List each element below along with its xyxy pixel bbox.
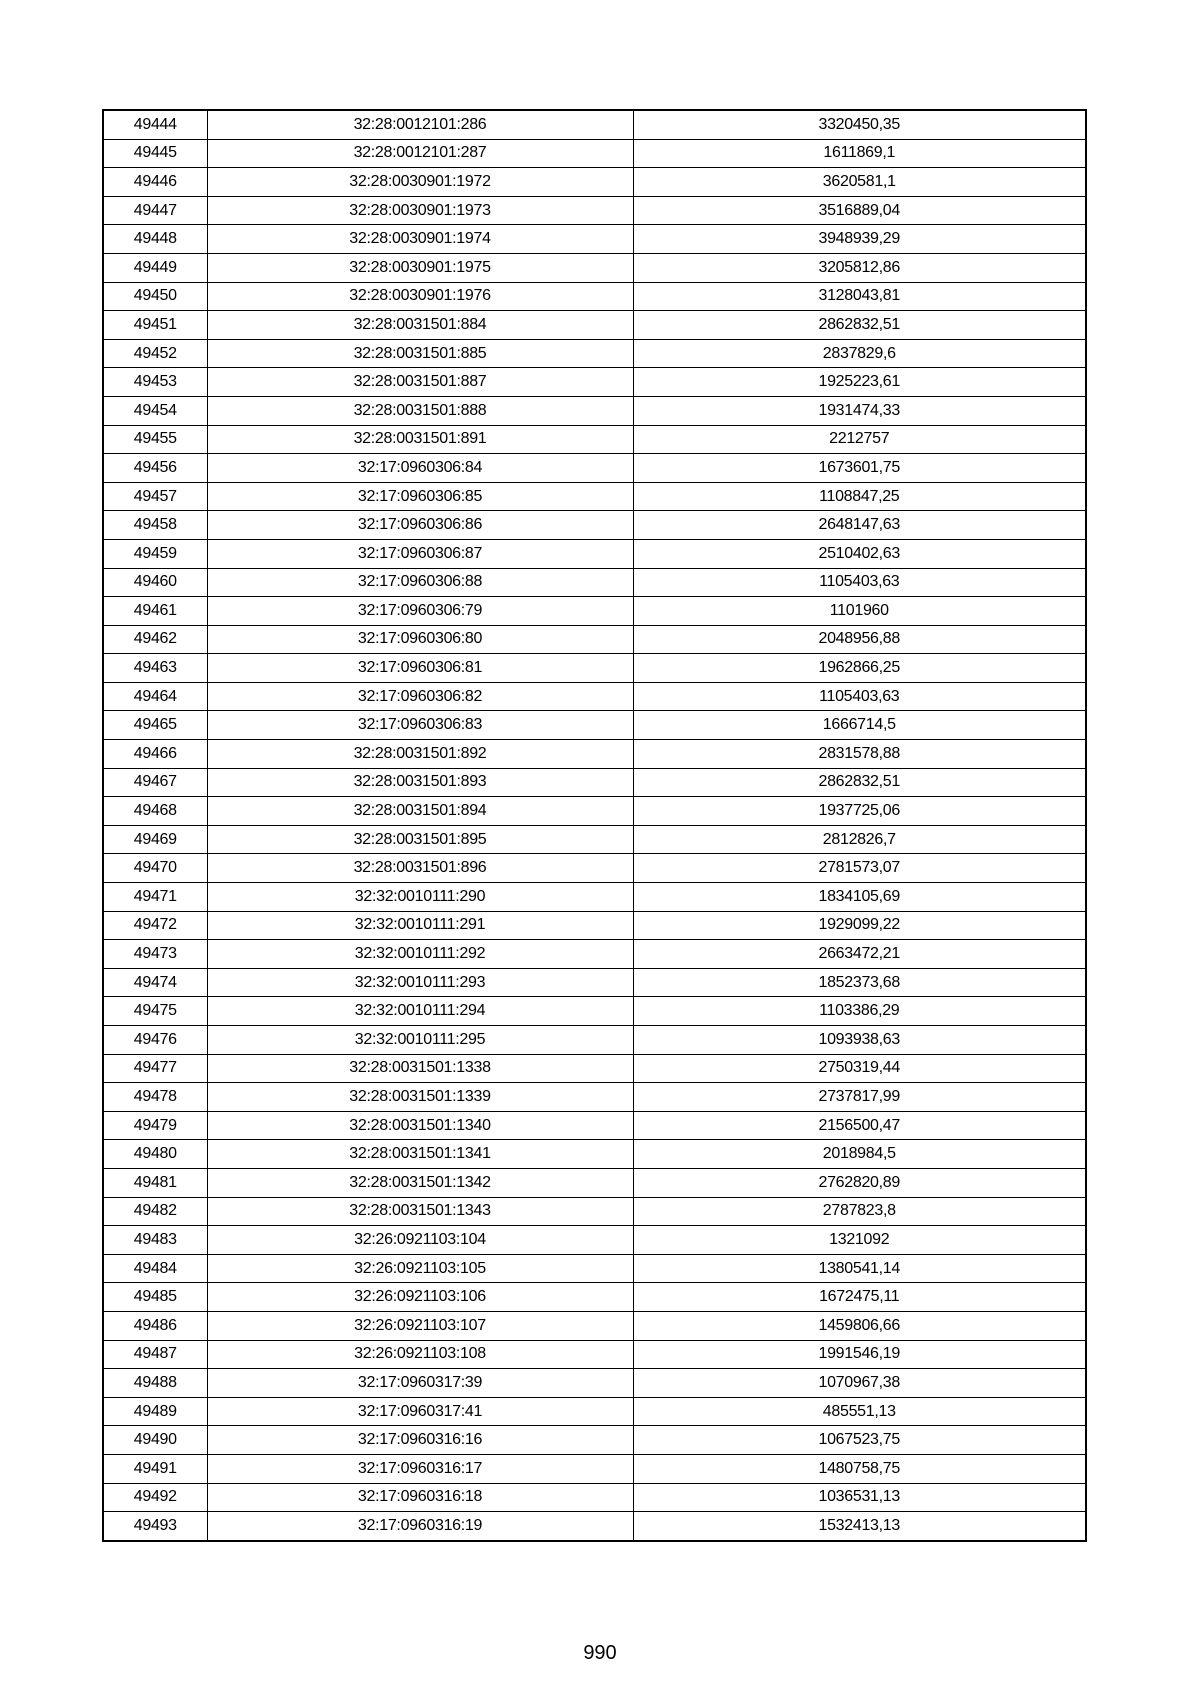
table-row — [103, 711, 1086, 740]
table-row — [103, 110, 1086, 139]
table-row — [103, 1454, 1086, 1483]
cadastral-number-cell: 32:32:0010111:290 — [207, 883, 633, 912]
cadastral-value-cell: 1321092 — [633, 1226, 1086, 1255]
row-number-cell: 49472 — [103, 911, 207, 940]
cadastral-number-cell: 32:28:0012101:287 — [207, 139, 633, 168]
cadastral-value-cell: 2048956,88 — [633, 625, 1086, 654]
cadastral-number-cell: 32:28:0031501:885 — [207, 339, 633, 368]
table-row — [103, 1054, 1086, 1083]
page-number: 990 — [583, 1642, 617, 1664]
row-number-cell: 49458 — [103, 511, 207, 540]
cadastral-number-cell: 32:17:0960306:83 — [207, 711, 633, 740]
row-number-cell: 49492 — [103, 1483, 207, 1512]
cadastral-value-cell: 2156500,47 — [633, 1111, 1086, 1140]
table-row — [103, 1512, 1086, 1541]
cadastral-value-cell: 2831578,88 — [633, 740, 1086, 769]
cadastral-number-cell: 32:17:0960306:87 — [207, 539, 633, 568]
cadastral-number-cell: 32:28:0030901:1972 — [207, 168, 633, 197]
row-number-cell: 49445 — [103, 139, 207, 168]
row-number-cell: 49456 — [103, 454, 207, 483]
cadastral-value-cell: 1931474,33 — [633, 396, 1086, 425]
cadastral-value-cell: 2648147,63 — [633, 511, 1086, 540]
cadastral-number-cell: 32:28:0031501:1342 — [207, 1168, 633, 1197]
cadastral-value-cell: 1108847,25 — [633, 482, 1086, 511]
cadastral-number-cell: 32:26:0921103:106 — [207, 1283, 633, 1312]
cadastral-number-cell: 32:28:0030901:1973 — [207, 196, 633, 225]
row-number-cell: 49465 — [103, 711, 207, 740]
row-number-cell: 49444 — [103, 110, 207, 139]
row-number-cell: 49459 — [103, 539, 207, 568]
row-number-cell: 49448 — [103, 225, 207, 254]
row-number-cell: 49463 — [103, 654, 207, 683]
row-number-cell: 49474 — [103, 968, 207, 997]
cadastral-value-cell: 1480758,75 — [633, 1454, 1086, 1483]
cadastral-value-cell: 1380541,14 — [633, 1254, 1086, 1283]
cadastral-number-cell: 32:28:0031501:893 — [207, 768, 633, 797]
cadastral-value-cell: 1105403,63 — [633, 682, 1086, 711]
cadastral-number-cell: 32:17:0960306:80 — [207, 625, 633, 654]
cadastral-value-cell: 1101960 — [633, 597, 1086, 626]
cadastral-value-cell: 1925223,61 — [633, 368, 1086, 397]
row-number-cell: 49488 — [103, 1369, 207, 1398]
table-row — [103, 654, 1086, 683]
row-number-cell: 49487 — [103, 1340, 207, 1369]
table-row — [103, 396, 1086, 425]
cadastral-number-cell: 32:17:0960306:82 — [207, 682, 633, 711]
cadastral-number-cell: 32:17:0960317:41 — [207, 1397, 633, 1426]
table-row — [103, 682, 1086, 711]
cadastral-number-cell: 32:28:0031501:1339 — [207, 1083, 633, 1112]
cadastral-number-cell: 32:28:0031501:1341 — [207, 1140, 633, 1169]
table-row — [103, 911, 1086, 940]
table-row — [103, 1426, 1086, 1455]
cadastral-value-cell: 1929099,22 — [633, 911, 1086, 940]
cadastral-value-cell: 1937725,06 — [633, 797, 1086, 826]
cadastral-value-cell: 2737817,99 — [633, 1083, 1086, 1112]
cadastral-value-cell: 1852373,68 — [633, 968, 1086, 997]
cadastral-number-cell: 32:28:0012101:286 — [207, 110, 633, 139]
table-row — [103, 1254, 1086, 1283]
table-row — [103, 482, 1086, 511]
table-row — [103, 625, 1086, 654]
table-row — [103, 1168, 1086, 1197]
cadastral-value-cell: 1611869,1 — [633, 139, 1086, 168]
cadastral-value-cell: 2862832,51 — [633, 768, 1086, 797]
cadastral-value-cell: 2762820,89 — [633, 1168, 1086, 1197]
table-row — [103, 854, 1086, 883]
table-row — [103, 425, 1086, 454]
cadastral-value-cell: 1673601,75 — [633, 454, 1086, 483]
cadastral-value-cell: 2862832,51 — [633, 311, 1086, 340]
table-row — [103, 368, 1086, 397]
table-row — [103, 883, 1086, 912]
row-number-cell: 49453 — [103, 368, 207, 397]
cadastral-value-cell: 3320450,35 — [633, 110, 1086, 139]
row-number-cell: 49461 — [103, 597, 207, 626]
row-number-cell: 49451 — [103, 311, 207, 340]
cadastral-number-cell: 32:28:0030901:1974 — [207, 225, 633, 254]
cadastral-number-cell: 32:17:0960306:85 — [207, 482, 633, 511]
cadastral-number-cell: 32:17:0960306:84 — [207, 454, 633, 483]
cadastral-number-cell: 32:32:0010111:294 — [207, 997, 633, 1026]
row-number-cell: 49457 — [103, 482, 207, 511]
row-number-cell: 49471 — [103, 883, 207, 912]
cadastral-number-cell: 32:28:0031501:891 — [207, 425, 633, 454]
row-number-cell: 49466 — [103, 740, 207, 769]
cadastral-number-cell: 32:28:0031501:888 — [207, 396, 633, 425]
cadastral-number-cell: 32:26:0921103:108 — [207, 1340, 633, 1369]
cadastral-number-cell: 32:17:0960316:18 — [207, 1483, 633, 1512]
table-row — [103, 1483, 1086, 1512]
row-number-cell: 49493 — [103, 1512, 207, 1541]
row-number-cell: 49460 — [103, 568, 207, 597]
row-number-cell: 49454 — [103, 396, 207, 425]
cadastral-number-cell: 32:17:0960316:16 — [207, 1426, 633, 1455]
table-row — [103, 1283, 1086, 1312]
table-row — [103, 539, 1086, 568]
row-number-cell: 49467 — [103, 768, 207, 797]
row-number-cell: 49482 — [103, 1197, 207, 1226]
cadastral-number-cell: 32:17:0960306:79 — [207, 597, 633, 626]
row-number-cell: 49480 — [103, 1140, 207, 1169]
table-row — [103, 1140, 1086, 1169]
table-row — [103, 968, 1086, 997]
table-row — [103, 168, 1086, 197]
cadastral-value-cell: 1532413,13 — [633, 1512, 1086, 1541]
cadastral-number-cell: 32:28:0031501:887 — [207, 368, 633, 397]
table-row — [103, 1397, 1086, 1426]
row-number-cell: 49464 — [103, 682, 207, 711]
row-number-cell: 49491 — [103, 1454, 207, 1483]
cadastral-value-cell: 1962866,25 — [633, 654, 1086, 683]
cadastral-value-cell: 2750319,44 — [633, 1054, 1086, 1083]
table-row — [103, 1197, 1086, 1226]
table-row — [103, 139, 1086, 168]
row-number-cell: 49475 — [103, 997, 207, 1026]
table-row — [103, 225, 1086, 254]
cadastral-number-cell: 32:28:0031501:1338 — [207, 1054, 633, 1083]
row-number-cell: 49476 — [103, 1026, 207, 1055]
table-row — [103, 1311, 1086, 1340]
table-body — [103, 110, 1086, 1541]
table-row — [103, 940, 1086, 969]
row-number-cell: 49489 — [103, 1397, 207, 1426]
cadastral-value-cell: 2663472,21 — [633, 940, 1086, 969]
cadastral-value-cell: 2787823,8 — [633, 1197, 1086, 1226]
cadastral-number-cell: 32:17:0960306:86 — [207, 511, 633, 540]
table-row — [103, 997, 1086, 1026]
table-row — [103, 1026, 1086, 1055]
cadastral-value-cell: 1666714,5 — [633, 711, 1086, 740]
row-number-cell: 49468 — [103, 797, 207, 826]
cadastral-value-cell: 1459806,66 — [633, 1311, 1086, 1340]
cadastral-value-cell: 2018984,5 — [633, 1140, 1086, 1169]
cadastral-value-cell: 2510402,63 — [633, 539, 1086, 568]
cadastral-value-cell: 1834105,69 — [633, 883, 1086, 912]
cadastral-value-cell: 1093938,63 — [633, 1026, 1086, 1055]
table-row — [103, 253, 1086, 282]
cadastral-number-cell: 32:32:0010111:295 — [207, 1026, 633, 1055]
cadastral-value-cell: 1103386,29 — [633, 997, 1086, 1026]
cadastral-number-cell: 32:28:0030901:1976 — [207, 282, 633, 311]
cadastral-value-cell: 2781573,07 — [633, 854, 1086, 883]
table-row — [103, 740, 1086, 769]
table-row — [103, 1226, 1086, 1255]
table-row — [103, 1369, 1086, 1398]
cadastral-value-cell: 3948939,29 — [633, 225, 1086, 254]
cadastral-number-cell: 32:26:0921103:105 — [207, 1254, 633, 1283]
table-row — [103, 454, 1086, 483]
row-number-cell: 49479 — [103, 1111, 207, 1140]
row-number-cell: 49449 — [103, 253, 207, 282]
row-number-cell: 49490 — [103, 1426, 207, 1455]
row-number-cell: 49473 — [103, 940, 207, 969]
table-row — [103, 1111, 1086, 1140]
cadastral-number-cell: 32:17:0960317:39 — [207, 1369, 633, 1398]
table-row — [103, 282, 1086, 311]
cadastral-number-cell: 32:28:0031501:896 — [207, 854, 633, 883]
row-number-cell: 49484 — [103, 1254, 207, 1283]
cadastral-number-cell: 32:17:0960306:81 — [207, 654, 633, 683]
cadastral-value-cell: 485551,13 — [633, 1397, 1086, 1426]
row-number-cell: 49462 — [103, 625, 207, 654]
row-number-cell: 49486 — [103, 1311, 207, 1340]
cadastral-number-cell: 32:28:0031501:894 — [207, 797, 633, 826]
row-number-cell: 49477 — [103, 1054, 207, 1083]
table-row — [103, 1083, 1086, 1112]
cadastral-number-cell: 32:17:0960316:19 — [207, 1512, 633, 1541]
row-number-cell: 49481 — [103, 1168, 207, 1197]
cadastral-value-cell: 2212757 — [633, 425, 1086, 454]
row-number-cell: 49469 — [103, 825, 207, 854]
cadastral-number-cell: 32:17:0960316:17 — [207, 1454, 633, 1483]
cadastral-value-cell: 2837829,6 — [633, 339, 1086, 368]
cadastral-number-cell: 32:26:0921103:107 — [207, 1311, 633, 1340]
cadastral-value-cell: 1067523,75 — [633, 1426, 1086, 1455]
table-row — [103, 339, 1086, 368]
table-row — [103, 1340, 1086, 1369]
cadastral-value-cell: 1105403,63 — [633, 568, 1086, 597]
row-number-cell: 49452 — [103, 339, 207, 368]
table-row — [103, 511, 1086, 540]
row-number-cell: 49470 — [103, 854, 207, 883]
cadastral-value-cell: 3128043,81 — [633, 282, 1086, 311]
cadastral-value-cell: 3516889,04 — [633, 196, 1086, 225]
row-number-cell: 49455 — [103, 425, 207, 454]
row-number-cell: 49450 — [103, 282, 207, 311]
cadastral-number-cell: 32:28:0031501:1343 — [207, 1197, 633, 1226]
table-row — [103, 797, 1086, 826]
table-row — [103, 196, 1086, 225]
cadastral-value-cell: 1672475,11 — [633, 1283, 1086, 1312]
table-row — [103, 768, 1086, 797]
table-row — [103, 825, 1086, 854]
cadastral-number-cell: 32:26:0921103:104 — [207, 1226, 633, 1255]
row-number-cell: 49447 — [103, 196, 207, 225]
cadastral-number-cell: 32:28:0030901:1975 — [207, 253, 633, 282]
cadastral-value-table — [102, 109, 1087, 1542]
cadastral-value-cell: 1070967,38 — [633, 1369, 1086, 1398]
cadastral-value-cell: 1036531,13 — [633, 1483, 1086, 1512]
row-number-cell: 49485 — [103, 1283, 207, 1312]
cadastral-number-cell: 32:28:0031501:1340 — [207, 1111, 633, 1140]
row-number-cell: 49483 — [103, 1226, 207, 1255]
table-row — [103, 568, 1086, 597]
row-number-cell: 49478 — [103, 1083, 207, 1112]
cadastral-value-cell: 3620581,1 — [633, 168, 1086, 197]
cadastral-number-cell: 32:28:0031501:895 — [207, 825, 633, 854]
cadastral-value-cell: 3205812,86 — [633, 253, 1086, 282]
cadastral-number-cell: 32:17:0960306:88 — [207, 568, 633, 597]
table-row — [103, 311, 1086, 340]
cadastral-number-cell: 32:32:0010111:293 — [207, 968, 633, 997]
cadastral-value-cell: 2812826,7 — [633, 825, 1086, 854]
cadastral-value-cell: 1991546,19 — [633, 1340, 1086, 1369]
cadastral-number-cell: 32:32:0010111:291 — [207, 911, 633, 940]
cadastral-number-cell: 32:32:0010111:292 — [207, 940, 633, 969]
cadastral-number-cell: 32:28:0031501:884 — [207, 311, 633, 340]
table-row — [103, 597, 1086, 626]
row-number-cell: 49446 — [103, 168, 207, 197]
cadastral-number-cell: 32:28:0031501:892 — [207, 740, 633, 769]
